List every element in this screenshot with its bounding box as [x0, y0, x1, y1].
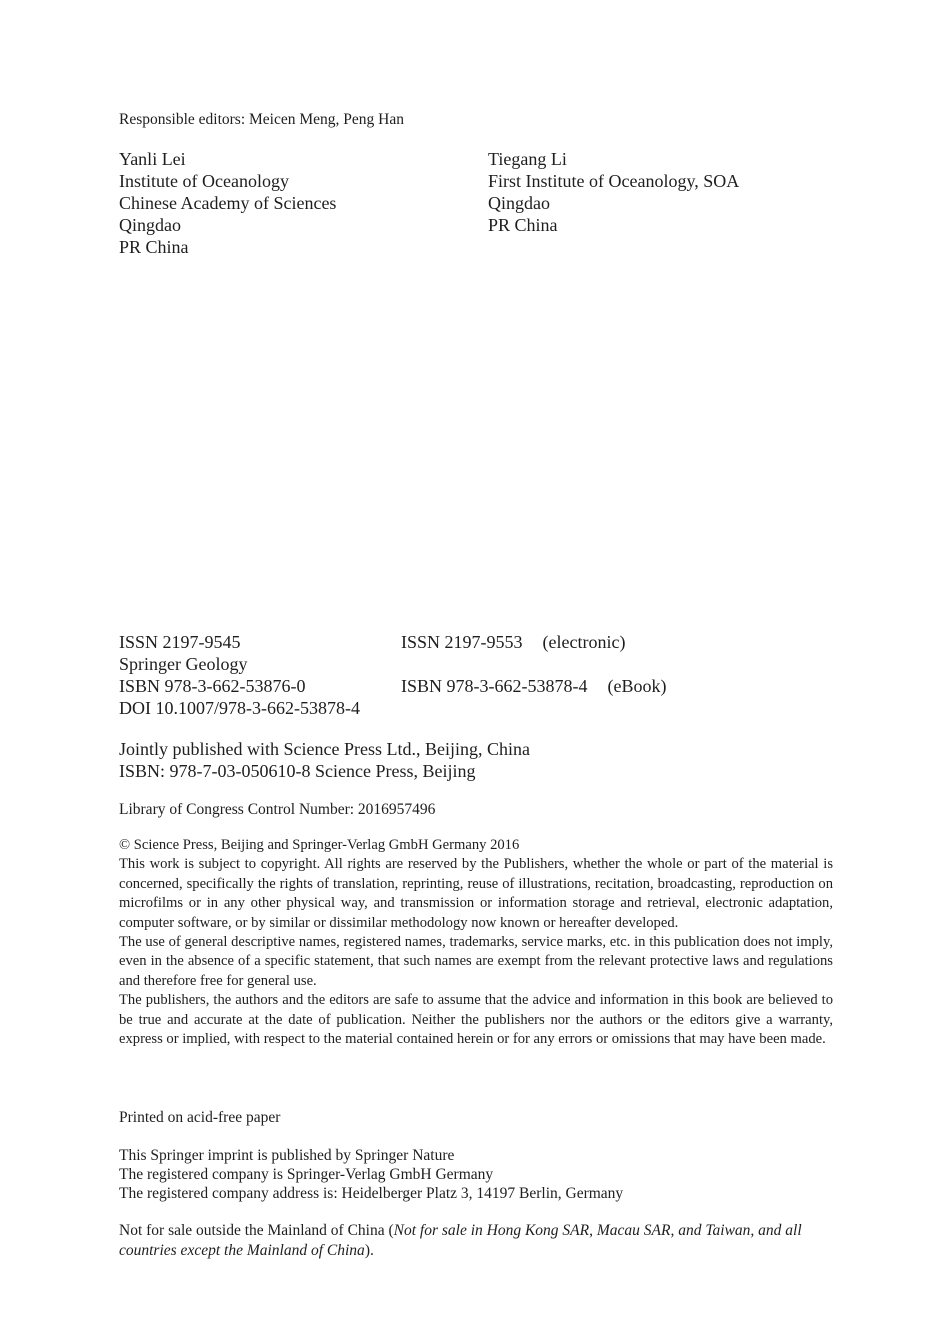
isbn-ebook: ISBN 978-3-662-53878-4 — [401, 676, 588, 696]
trademark-paragraph: The use of general descriptive names, registered names, trademarks, service marks, etc. in this publication does not imply, even in the absence of a specific statement, that such names are exempt from the relevant protective laws and regulations and therefore free for general use. — [119, 934, 833, 989]
copyright-line: © Science Press, Beijing and Springer-Verlag GmbH Germany 2016 — [119, 837, 520, 853]
author-left-institute: Institute of Oceanology — [119, 171, 289, 191]
imprint-block — [119, 1146, 623, 1203]
isbn-ebook-note: (eBook) — [607, 676, 667, 696]
sale-notice-text: Not for sale outside the Mainland of China ( — [119, 1222, 394, 1239]
author-left-name: Yanli Lei — [119, 149, 186, 169]
author-left-country: PR China — [119, 237, 189, 257]
author-right-name: Tiegang Li — [488, 149, 567, 169]
isbn-ebook-line — [401, 675, 666, 697]
responsible-editors: Responsible editors: Meicen Meng, Peng Han — [119, 111, 404, 128]
isbn-print: ISBN 978-3-662-53876-0 — [119, 676, 306, 696]
issn-electronic: ISSN 2197-9553 — [401, 632, 523, 652]
author-left-academy: Chinese Academy of Sciences — [119, 193, 337, 213]
author-right-country: PR China — [488, 215, 558, 235]
copyright-block — [119, 836, 833, 1049]
joint-isbn: ISBN: 978-7-03-050610-8 Science Press, Beijing — [119, 761, 476, 781]
joint-publication-text: Jointly published with Science Press Ltd., Beijing, China — [119, 739, 530, 759]
author-left-address — [119, 148, 336, 258]
issn-print: ISSN 2197-9545 — [119, 632, 241, 652]
author-right-institute: First Institute of Oceanology, SOA — [488, 171, 740, 191]
disclaimer-paragraph: The publishers, the authors and the editors are safe to assume that the advice and information in this book are believed to be true and accurate at the date of publication. Neither the publishers nor the authors or the editors give a warranty, express or implied, with respect to the material contained herein or for any errors or omissions that may have been made. — [119, 992, 833, 1048]
sale-notice-end: ). — [364, 1242, 374, 1259]
author-right-city: Qingdao — [488, 193, 550, 213]
sale-notice — [119, 1221, 839, 1261]
issn-electronic-note: (electronic) — [542, 632, 626, 652]
imprint-address: The registered company address is: Heidelberger Platz 3, 14197 Berlin, Germany — [119, 1185, 624, 1202]
imprint-line: This Springer imprint is published by Springer Nature — [119, 1147, 455, 1164]
imprint-company: The registered company is Springer-Verlag GmbH Germany — [119, 1166, 494, 1183]
copyright-paragraph: This work is subject to copyright. All rights are reserved by the Publishers, whether the whole or part of the material is concerned, specifically the rights of translation, reprinting, reuse of illustrations, recitation, broadcasting, reproduction on microfilms or in any other physical way, and transmission or information storage and retrieval, electronic adaptation, computer software, or by similar or dissimilar methodology now known or hereafter developed. — [119, 856, 833, 931]
series-name: Springer Geology — [119, 654, 248, 674]
author-right-address — [488, 148, 739, 236]
author-left-city: Qingdao — [119, 215, 181, 235]
doi: DOI 10.1007/978-3-662-53878-4 — [119, 698, 360, 718]
paper-note: Printed on acid-free paper — [119, 1109, 281, 1126]
issn-electronic-line — [401, 631, 625, 653]
loc-control-number: Library of Congress Control Number: 2016957496 — [119, 801, 436, 818]
sale-notice-italic: Not for sale in Hong Kong SAR, Macau SAR, and Taiwan, and all countries except the Mainland of China — [119, 1222, 802, 1259]
joint-publication — [119, 738, 530, 782]
